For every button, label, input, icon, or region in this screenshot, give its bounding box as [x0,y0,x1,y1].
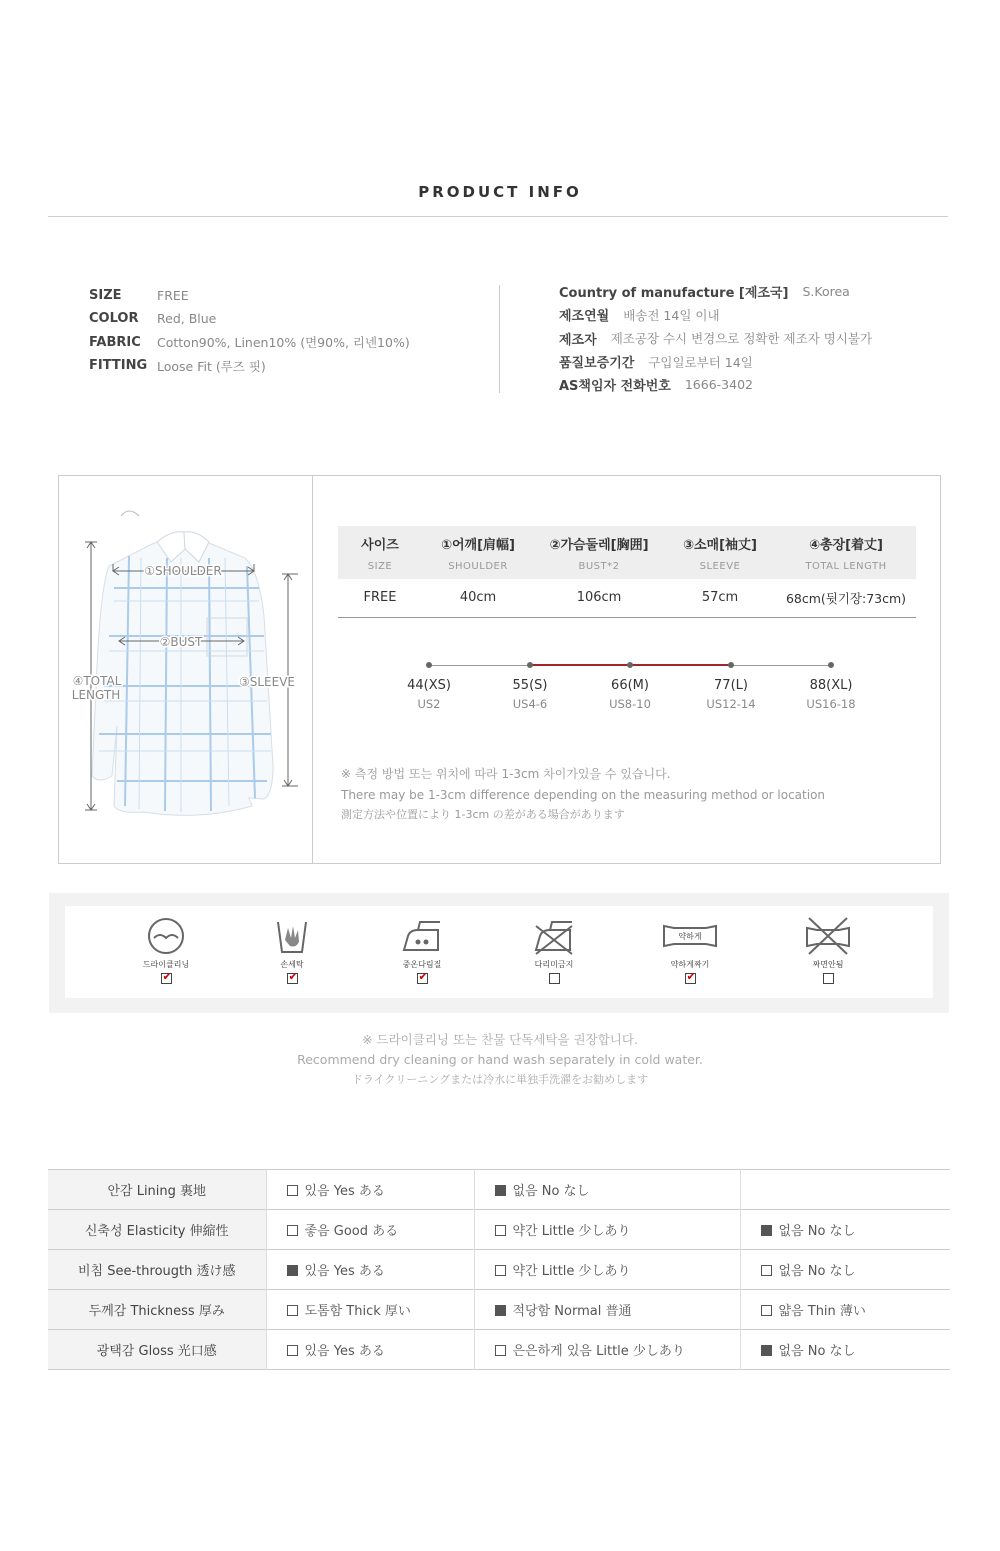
scale-us: US2 [417,697,441,711]
option-checkbox [761,1345,772,1356]
info-key: SIZE [89,288,122,304]
care-checkbox [823,973,834,984]
info-key: 제조자 [559,332,597,348]
option-text: 약간 Little 少しあり [512,1224,631,1239]
scale-dot [527,662,533,668]
option-checkbox [495,1225,506,1236]
scale-point [580,656,680,711]
scale-point [681,656,781,711]
scale-dot [627,662,633,668]
info-value: 구입일로부터 14일 [648,354,753,370]
care-item-dry-clean [126,916,206,984]
col-header: 사이즈 [361,538,399,553]
col-subheader: SLEEVE [699,560,741,572]
option-text: 있음 Yes ある [304,1344,385,1359]
size-box [58,475,941,864]
no-wring-icon [803,916,853,956]
table-row [338,579,916,617]
care-notes [0,1030,1000,1090]
care-label: 짜면안됨 [812,960,844,969]
option-checkbox [495,1265,506,1276]
info-value: 배송전 14일 이내 [623,307,720,323]
info-key: AS책임자 전화번호 [559,379,671,395]
size-table-subheader [338,553,916,579]
fabric-option [474,1290,740,1330]
fabric-row-thickness [48,1290,950,1330]
option-checkbox [287,1185,298,1196]
scale-point [379,656,479,711]
care-checkbox: ✔ [418,970,428,983]
table-cell: 40cm [422,579,534,617]
option-checkbox [287,1305,298,1316]
col-header: ④총장[着丈] [808,538,883,553]
fabric-label: 안감 Lining 裏地 [48,1170,266,1210]
option-text: 약간 Little 少しあり [512,1264,631,1279]
option-text: 없음 No なし [778,1344,856,1359]
care-panel [65,906,933,998]
option-text: 적당함 Normal 普通 [512,1304,632,1319]
option-checkbox [495,1185,506,1196]
info-key: FITTING [89,358,148,374]
note-ko: ※ 측정 방법 또는 위치에 따라 1-3cm 차이가있을 수 있습니다. [341,767,671,781]
info-value: Loose Fit (루즈 핏) [157,358,266,374]
scale-dot [426,662,432,668]
fabric-option [740,1290,950,1330]
care-item-hand-wash [252,916,332,984]
scale-us: US16-18 [806,697,856,711]
care-note-ja: ドライクリーニングまたは冷水に単独手洗濯をお勧めします [351,1073,649,1086]
care-label: 다리미금지 [534,960,574,969]
note-ja: 測定方法や位置により 1-3cm の差がある場合があります [341,808,625,821]
fabric-option-empty [740,1170,950,1210]
option-text: 도톰함 Thick 厚い [304,1304,411,1319]
scale-dot [728,662,734,668]
table-cell: FREE [338,579,422,617]
option-text: 은은하게 있음 Little 少しあり [512,1344,685,1359]
scale-us: US4-6 [512,697,548,711]
col-subheader: SIZE [367,560,393,572]
no-iron-icon [532,916,576,956]
size-table-header [338,526,916,553]
hand-wash-icon [270,916,314,956]
page-title: PRODUCT INFO [418,183,582,201]
fabric-label: 두께감 Thickness 厚み [48,1290,266,1330]
scale-point [480,656,580,711]
col-subheader: BUST*2 [578,560,620,572]
info-value: S.Korea [802,284,850,300]
iron-medium-icon [400,916,444,956]
fabric-option [266,1290,474,1330]
info-row-country [559,280,979,303]
option-checkbox [761,1225,772,1236]
table-cell: 68cm(뒷기장:73cm) [776,579,916,617]
option-checkbox [761,1265,772,1276]
fabric-option [740,1250,950,1290]
care-checkbox: ✔ [162,970,172,983]
fabric-option [474,1210,740,1250]
col-header: ②가슴둘레[胸囲] [549,538,649,553]
care-icon-text: 약하게 [678,932,702,941]
manufacture-info [559,280,979,396]
info-row-fitting [89,354,489,377]
care-note-en: Recommend dry cleaning or hand wash separately in cold water. [297,1052,703,1067]
fabric-option [474,1250,740,1290]
option-text: 없음 No なし [778,1224,856,1239]
dry-clean-icon [144,916,188,956]
care-item-wring-gently [650,916,730,984]
total-length-label-2: LENGTH [71,688,121,702]
scale-size: 88(XL) [809,678,853,693]
scale-size: 44(XS) [407,678,451,693]
info-value: FREE [157,288,189,304]
info-row-as-phone [559,373,979,396]
info-row-size [89,284,489,307]
basic-info [89,284,489,377]
fabric-option [266,1250,474,1290]
wring-gently-icon [660,916,720,956]
fabric-option [266,1330,474,1370]
care-label: 중온다림질 [402,960,442,969]
care-label: 약하게짜기 [670,960,710,969]
info-value: Cotton90%, Linen10% (면90%, 리넨10%) [157,335,410,351]
fabric-option [740,1330,950,1370]
info-value: Red, Blue [157,311,217,327]
option-checkbox [761,1305,772,1316]
option-text: 있음 Yes ある [304,1184,385,1199]
fabric-option [266,1210,474,1250]
option-checkbox [287,1265,298,1276]
scale-size: 77(L) [714,678,748,693]
fabric-label: 비침 See-througth 透け感 [48,1250,266,1290]
col-subheader: SHOULDER [448,560,508,572]
table-cell: 106cm [534,579,664,617]
info-value: 제조공장 수시 변경으로 정확한 제조자 명시불가 [610,331,873,347]
option-checkbox [495,1305,506,1316]
col-header: ①어깨[肩幅] [440,538,515,553]
shoulder-label: ①SHOULDER [144,564,222,578]
option-text: 있음 Yes ある [304,1264,385,1279]
fabric-label: 신축성 Elasticity 伸縮性 [48,1210,266,1250]
bust-label: ②BUST [159,635,203,649]
info-key: Country of manufacture [제조국] [559,286,789,302]
info-row-warranty [559,350,979,373]
size-box-divider [312,476,313,863]
scale-size: 55(S) [512,678,548,693]
option-text: 없음 No なし [512,1184,590,1199]
fabric-option [474,1330,740,1370]
option-text: 얇음 Thin 薄い [778,1304,866,1319]
care-item-no-wring [788,916,868,984]
info-row-maker [559,327,979,350]
fabric-label: 광택감 Gloss 光口感 [48,1330,266,1370]
col-header: ③소매[袖丈] [682,538,757,553]
fabric-row-see-through [48,1250,950,1290]
option-text: 없음 No なし [778,1264,856,1279]
fabric-row-elasticity [48,1210,950,1250]
info-key: 제조연월 [559,309,610,325]
info-row-color [89,307,489,330]
sleeve-label: ③SLEEVE [238,675,296,689]
option-checkbox [287,1345,298,1356]
shirt-diagram [59,476,312,863]
scale-us: US12-14 [706,697,756,711]
info-value: 1666-3402 [684,377,753,393]
fabric-option [474,1170,740,1210]
info-row-date [559,303,979,326]
care-label: 드라이클리닝 [142,960,190,969]
option-checkbox [287,1225,298,1236]
scale-size: 66(M) [611,678,649,693]
care-section [49,893,949,1013]
info-row-fabric [89,331,489,354]
info-divider [499,285,500,393]
fabric-row-lining [48,1170,950,1210]
shirt-image [92,511,273,815]
table-cell: 57cm [664,579,776,617]
size-table [338,526,916,618]
fabric-table [48,1169,950,1370]
size-scale [379,656,879,736]
option-checkbox [495,1345,506,1356]
care-checkbox: ✔ [288,970,298,983]
care-checkbox: ✔ [686,970,696,983]
scale-us: US8-10 [609,697,651,711]
care-item-no-iron [514,916,594,984]
info-key: COLOR [89,311,139,327]
care-label: 손세탁 [280,960,304,969]
fabric-option [740,1210,950,1250]
total-length-label-1: ④TOTAL [72,674,122,688]
fabric-option [266,1170,474,1210]
col-subheader: TOTAL LENGTH [805,560,887,572]
option-text: 좋음 Good ある [304,1224,399,1239]
measure-notes [341,764,825,826]
scale-point [781,656,881,711]
note-en: There may be 1-3cm difference depending on the measuring method or location [341,787,826,802]
care-note-ko: ※ 드라이클리닝 또는 찬물 단독세탁을 권장합니다. [362,1032,638,1047]
info-key: FABRIC [89,334,141,350]
fabric-row-gloss [48,1330,950,1370]
scale-dot [828,662,834,668]
info-key: 품질보증기간 [559,356,635,372]
care-checkbox [549,973,560,984]
care-item-iron-medium [382,916,462,984]
title-divider [48,216,948,217]
